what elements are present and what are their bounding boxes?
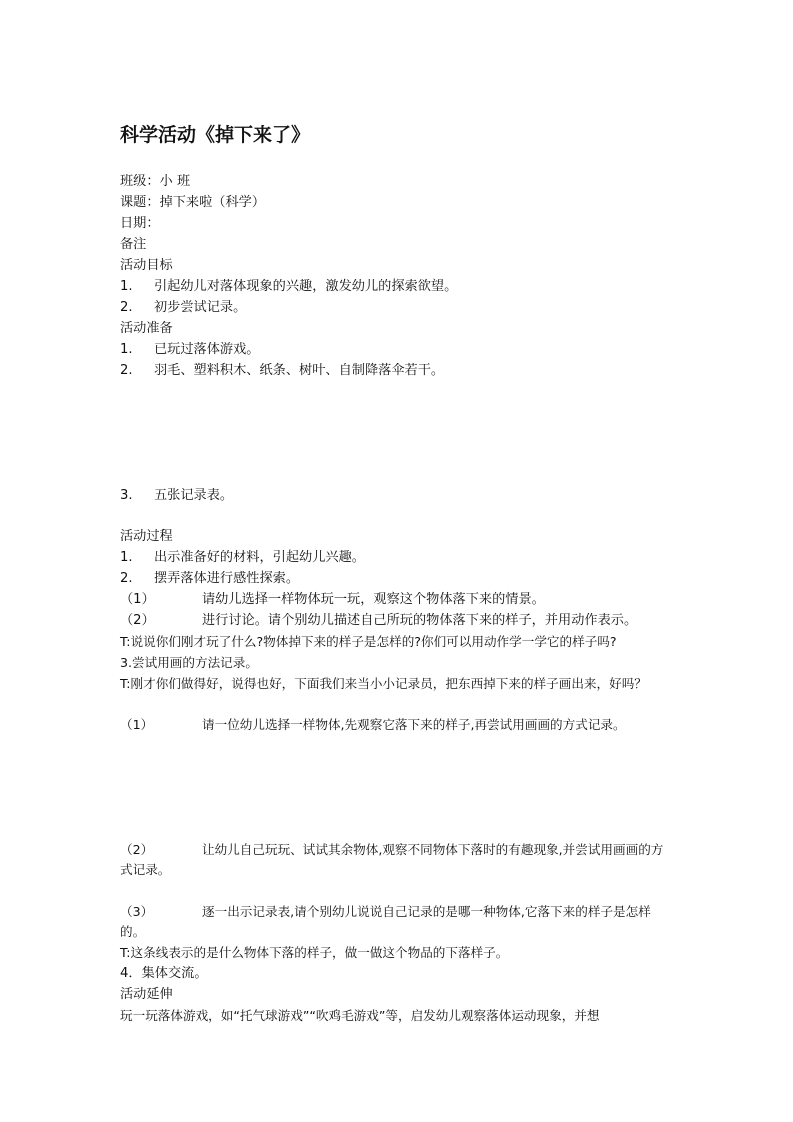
prep-text: 五张记录表。 <box>154 488 234 503</box>
prep-number: 3. <box>120 488 133 503</box>
prep-number: 1. <box>120 342 133 357</box>
sub-step-text: 进行讨论。请个别幼儿描述自己所玩的物体落下来的样子，并用动作表示。 <box>202 613 638 628</box>
goal-item <box>120 298 675 318</box>
sub-step-text: 请幼儿选择一样物体玩一玩，观察这个物体落下来的情景。 <box>202 592 545 607</box>
goal-text: 引起幼儿对落体现象的兴趣，激发幼儿的探索欲望。 <box>154 279 458 294</box>
process-item <box>120 569 675 589</box>
document-title: 科学活动《掉下来了》 <box>120 124 311 146</box>
teacher-line: T:说说你们刚才玩了什么?物体掉下来的样子是怎样的?你们可以用动作学一学它的样子吗? <box>120 634 617 649</box>
sub-step-number: （2） <box>120 613 155 628</box>
prep-item <box>120 340 675 360</box>
goal-number: 2. <box>120 300 133 315</box>
prep-text: 羽毛、塑料积木、纸条、树叶、自制降落伞若干。 <box>154 363 445 378</box>
process-number: 1. <box>120 550 133 565</box>
sub-step <box>120 611 675 631</box>
process-heading: 活动过程 <box>120 529 173 544</box>
date-line: 日期： <box>120 216 160 231</box>
extension-text: 玩一玩落体游戏，如“托气球游戏”“吹鸡毛游戏”等，启发幼儿观察落体运动现象，并想 <box>120 1008 600 1023</box>
sub-step <box>120 590 675 610</box>
remark-line: 备注 <box>120 237 147 252</box>
prep-number: 2. <box>120 363 133 378</box>
sub-step-text: 让幼儿自己玩玩、试试其余物体,观察不同物体下落时的有趣现象,并尝试用画画的方式记录。 <box>120 842 664 877</box>
process-number: 2. <box>120 571 133 586</box>
goal-number: 1. <box>120 279 133 294</box>
extension-heading: 活动延伸 <box>120 987 173 1002</box>
topic-line: 课题：掉下来啦（科学） <box>120 195 266 210</box>
sub-step-number: （1） <box>120 717 154 732</box>
sub-step-text: 请一位幼儿选择一样物体,先观察它落下来的样子,再尝试用画画的方式记录。 <box>202 717 626 732</box>
step-3: 3.尝试用画的方法记录。 <box>120 655 258 670</box>
sub-step-text: 逐一出示记录表,请个别幼儿说说自己记录的是哪一种物体,它落下来的样子是怎样的。 <box>120 904 651 939</box>
sub-step-number: （1） <box>120 592 155 607</box>
teacher-line: T:这条线表示的是什么物体下落的样子，做一做这个物品的下落样子。 <box>120 945 509 960</box>
sub-step-number: （2） <box>120 842 154 857</box>
process-text: 出示准备好的材料，引起幼儿兴趣。 <box>154 550 365 565</box>
prep-item <box>120 486 675 506</box>
goal-text: 初步尝试记录。 <box>154 300 247 315</box>
prep-heading: 活动准备 <box>120 321 173 336</box>
sub-step <box>120 902 675 942</box>
sub-step-number: （3） <box>120 904 154 919</box>
step-4: 4．集体交流。 <box>120 966 208 981</box>
class-line: 班级：小 班 <box>120 174 191 189</box>
goals-heading: 活动目标 <box>120 258 173 273</box>
prep-item <box>120 361 675 381</box>
goal-item <box>120 277 675 297</box>
process-item <box>120 548 675 568</box>
sub-step <box>120 715 675 735</box>
teacher-line: T:刚才你们做得好，说得也好，下面我们来当小小记录员，把东西掉下来的样子画出来，好吗？ <box>120 676 647 691</box>
sub-step <box>120 840 675 880</box>
prep-text: 已玩过落体游戏。 <box>154 342 260 357</box>
process-text: 摆弄落体进行感性探索。 <box>154 571 300 586</box>
